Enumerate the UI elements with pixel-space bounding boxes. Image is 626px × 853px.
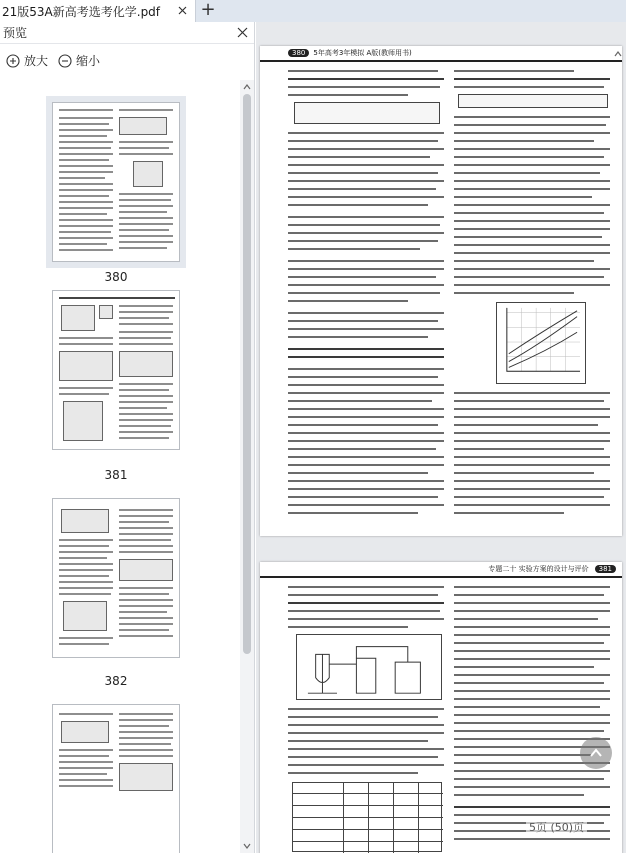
thumbnail-page[interactable] (52, 290, 180, 450)
document-view[interactable] (256, 22, 626, 853)
page-header (260, 562, 622, 578)
thumbnail-list (0, 80, 240, 853)
sidebar-title: 预览 (3, 26, 28, 40)
document-page (260, 46, 622, 536)
data-table (292, 782, 442, 852)
tab-bar (0, 0, 626, 22)
new-tab-button[interactable]: + (200, 0, 216, 20)
sidebar-header (0, 22, 254, 44)
text-column-left (288, 66, 448, 526)
close-icon[interactable] (237, 27, 248, 38)
zoom-controls (6, 52, 110, 69)
apparatus-figure (294, 102, 440, 124)
scrollbar-thumb[interactable] (243, 94, 251, 654)
back-to-top-button[interactable] (580, 737, 612, 769)
text-column-right (454, 66, 614, 526)
zoom-out-button[interactable] (58, 52, 100, 69)
zoom-in-label: 放大 (24, 54, 49, 68)
close-icon[interactable] (176, 4, 189, 17)
flow-diagram (458, 94, 608, 108)
page-number-badge: 380 (288, 49, 309, 57)
page-number-label: 382 (104, 674, 128, 688)
page-header (260, 46, 622, 62)
thumbnail-page[interactable] (52, 498, 180, 658)
thumbnail-page[interactable] (52, 704, 180, 853)
zoom-out-icon (58, 54, 72, 68)
text-column-right (454, 582, 614, 853)
page-indicator: 5页 (50)页 (526, 818, 587, 836)
zoom-out-label: 缩小 (76, 54, 101, 68)
chevron-up-icon (588, 745, 604, 761)
text-column-left (288, 582, 448, 853)
page-number-label: 380 (104, 270, 128, 284)
thumbnail-page[interactable] (52, 102, 180, 262)
page-header-text: 5年高考3年模拟 A版(教师用书) (313, 49, 412, 57)
scroll-down-icon[interactable] (243, 842, 251, 850)
tab-title: 21版53A新高考选考化学.pdf (2, 4, 161, 19)
sidebar-scrollbar[interactable] (240, 80, 254, 853)
tab-document[interactable] (0, 0, 196, 22)
solubility-graph (496, 302, 586, 384)
scroll-up-icon[interactable] (243, 83, 251, 91)
document-page (260, 562, 622, 853)
scroll-up-icon[interactable] (614, 50, 622, 58)
apparatus-figure (296, 634, 442, 700)
page-header-text: 专题二十 实验方案的设计与评价 (488, 565, 589, 573)
page-number-label: 381 (104, 468, 128, 482)
preview-sidebar (0, 22, 255, 853)
zoom-in-button[interactable] (6, 52, 48, 69)
page-number-badge: 381 (595, 565, 616, 573)
zoom-in-icon (6, 54, 20, 68)
